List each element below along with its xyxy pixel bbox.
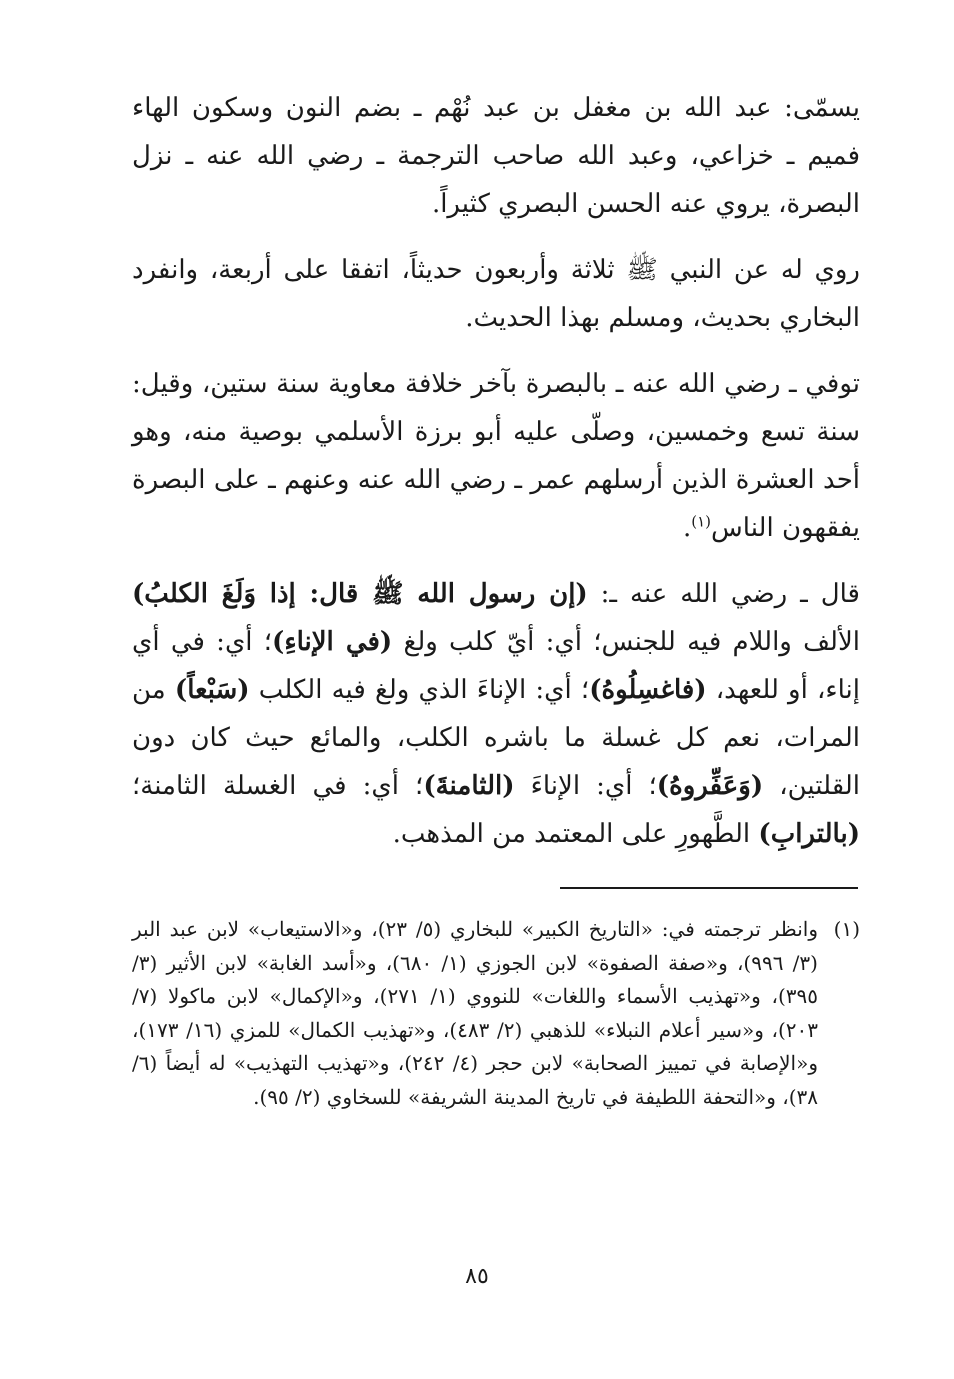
- footnotes-section: [132, 913, 860, 1114]
- paragraph-death: [132, 360, 860, 552]
- commentary-text: الطَّهورِ على المعتمد من المذهب.: [392, 819, 759, 849]
- paragraph-hadith-commentary: [132, 570, 860, 858]
- footnote-text: وانظر ترجمته في: «التاريخ الكبير» للبخاري (٥/ ٢٣)، و«الاستيعاب» لابن عبد البر (٣/ ٩٩٦)، و«صفة الصفوة» لابن الجوزي (١/ ٦٨٠)، و«أسد الغابة» لابن الأثير (٣/ ٣٩٥)، و«تهذيب الأسماء واللغات» للنووي (١/ ٢٧١)، و«الإكمال» لابن ماكولا (٧/ ٢٠٣)، و«سير أعلام النبلاء» للذهبي (٢/ ٤٨٣)، و«تهذيب الكمال» للمزي (١٦/ ١٧٣)، و«الإصابة في تمييز الصحابة» لابن حجر (٤/ ٢٤٢)، و«تهذيب التهذيب» له أيضاً (٦/ ٣٨)، و«التحفة اللطيفة في تاريخ المدينة الشريفة» للسخاوي (٢/ ٩٥).: [132, 917, 818, 1109]
- commentary-text: ؛ أي: الإناءَ: [514, 771, 657, 801]
- hadith-text-bold: (وَعَفِّروهُ): [656, 771, 764, 801]
- hadith-text-bold: (في الإناءِ): [272, 627, 393, 657]
- paragraph-name: [132, 84, 860, 228]
- footnote-item: [132, 913, 860, 1114]
- footnote-number: (١): [833, 917, 860, 941]
- footnote-separator: [560, 887, 858, 889]
- footnote-reference[interactable]: (١): [691, 512, 712, 531]
- paragraph-narrations: [132, 246, 860, 342]
- hadith-text-bold: (فاغسِلُوهُ): [589, 675, 707, 705]
- page-number: ٨٥: [465, 1264, 489, 1289]
- paragraph-tail: .: [682, 513, 692, 543]
- hadith-text-bold: (بالترابِ): [758, 819, 860, 849]
- commentary-text: ؛ أي: في الغسلة الثامنة؛: [132, 771, 424, 801]
- paragraph-text: توفي ـ رضي الله عنه ـ بالبصرة بآخر خلافة معاوية سنة ستين، وقيل: سنة تسع وخمسين، وصلّى عليه أبو برزة الأسلمي بوصية منه، وهو أحد العشرة الذين أرسلهم عمر ـ رضي الله عنه وعنهم ـ على البصرة يفقهون الناس: [132, 369, 860, 543]
- hadith-text-bold: (الثامنةَ): [423, 771, 515, 801]
- commentary-text: من المرات، نعم كل غسلة ما باشره الكلب، والمائع حيث كان دون القلتين،: [132, 675, 861, 801]
- hadith-text-bold: (سَبْعاً): [174, 675, 250, 705]
- paragraph-text: روي له عن النبي ﷺ ثلاثة وأربعون حديثاً، اتفقا على أربعة، وانفرد البخاري بحديث، ومسلم بهذا الحديث.: [132, 255, 860, 333]
- main-text: [132, 84, 860, 876]
- commentary-text: الألف واللام فيه للجنس؛ أي: أيّ كلب ولغ: [392, 627, 860, 657]
- commentary-text: ؛ أي: الإناءَ الذي ولغ فيه الكلب: [249, 675, 590, 705]
- commentary-text: قال ـ رضي الله عنه ـ:: [587, 579, 860, 609]
- paragraph-text: يسمّى: عبد الله بن مغفل بن عبد نُهْم ـ بضم النون وسكون الهاء فميم ـ خزاعي، وعبد الله صاحب الترجمة ـ رضي الله عنه ـ نزل البصرة، يروي عنه الحسن البصري كثيراً.: [132, 93, 860, 219]
- hadith-text-bold: (إن رسول الله ﷺ قال: إذا وَلَغَ الكلبُ): [132, 579, 588, 609]
- commentary-text: ؛ أي: في أي إناء، أو للعهد،: [132, 627, 861, 705]
